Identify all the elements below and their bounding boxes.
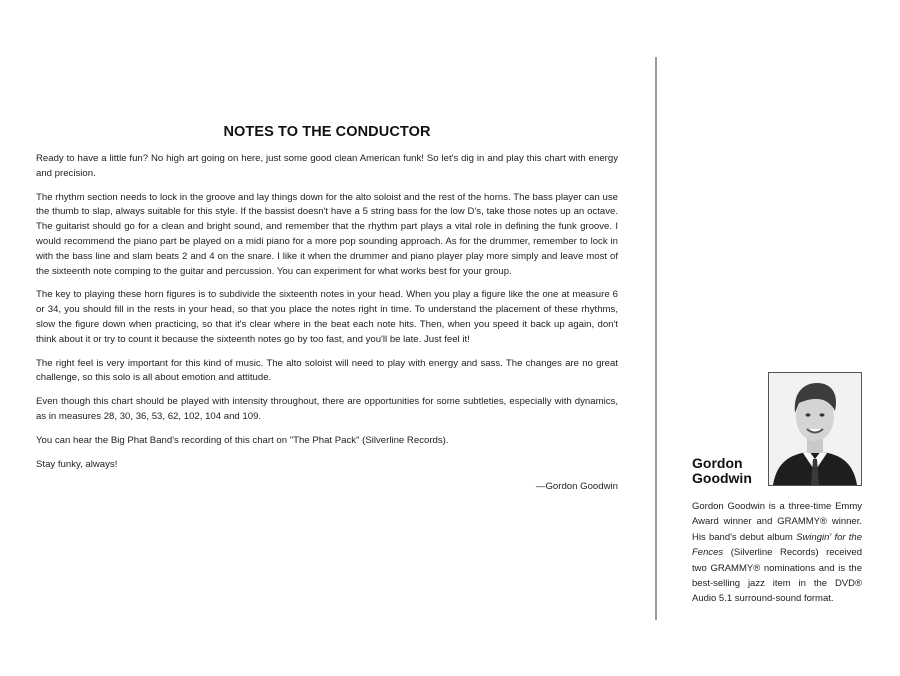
signature: —Gordon Goodwin — [535, 481, 618, 493]
author-bio — [692, 499, 862, 607]
bio-text-part2: (Silverline Records) received two GRAMMY® nominations and is the best-selling jazz item in the DVD® Audio 5.1 surround-sound format. — [692, 547, 862, 605]
author-last-name: Goodwin — [692, 470, 752, 486]
notes-paragraph-2: The rhythm section needs to lock in the groove and lay things down for the alto soloist and the rest of the horns. The bass player can use the thumb to slap, always suitable for this style. If the bassist doesn't have a 5 string bass for the low D's, take those notes up an octave. The guitarist should go for a clean and bright sound, and remember that the rhythm part plays a vital role in defining the funk groove. I would recommend the piano part be played on a midi piano for a more pop sounding approach. As for the drummer, remember to lock in with the bass line and slam beats 2 and 4 on the snare. I like it when the drummer and piano player play more simply and leave most of the sixteenth note comping to the guitar and percussion. You can experiment for what works best for your group. — [36, 191, 618, 277]
author-photo — [768, 372, 862, 486]
author-name — [692, 456, 752, 486]
notes-paragraph-4: The right feel is very important for this kind of music. The alto soloist will need to play with energy and sass. The changes are no great challenge, so this solo is all about emotion and attitude. — [36, 357, 618, 384]
bio-album-title: Swingin' for the Fences — [692, 531, 863, 559]
notes-paragraph-7: Stay funky, always! — [36, 458, 118, 470]
vertical-divider — [655, 57, 657, 620]
notes-paragraph-6: You can hear the Big Phat Band's recording of this chart on "The Phat Pack" (Silverline Records). — [36, 434, 449, 446]
author-first-name: Gordon — [692, 455, 743, 471]
notes-paragraph-5: Even though this chart should be played with intensity throughout, there are opportunities for some subtleties, especially with dynamics, as in measures 28, 30, 36, 53, 62, 102, 104 and 109. — [36, 396, 618, 422]
notes-paragraph-1: Ready to have a little fun? No high art going on here, just some good clean American funk! So let's dig in and play this chart with energy and precision. — [36, 153, 618, 179]
notes-section — [36, 124, 618, 492]
notes-title: NOTES TO THE CONDUCTOR — [223, 124, 431, 140]
notes-paragraph-3: The key to playing these horn figures is to subdivide the sixteenth notes in your head. When you play a figure like the one at measure 6 or 34, you should fill in the rests in your head, so that you place the notes right in time. To understand the placement of these rhythms, slow the figure down when practicing, so that it's clear where in the beat each note hits. Then, when you speed it back up again, don't think about it or try to count it because the sixteenth notes go by too fast, and you'll be late. Just feel it! — [36, 289, 618, 345]
bio-text-part1: Gordon Goodwin is a three-time Emmy Award winner and GRAMMY® winner. His band's debut album — [692, 501, 862, 543]
portrait-image — [769, 373, 861, 485]
